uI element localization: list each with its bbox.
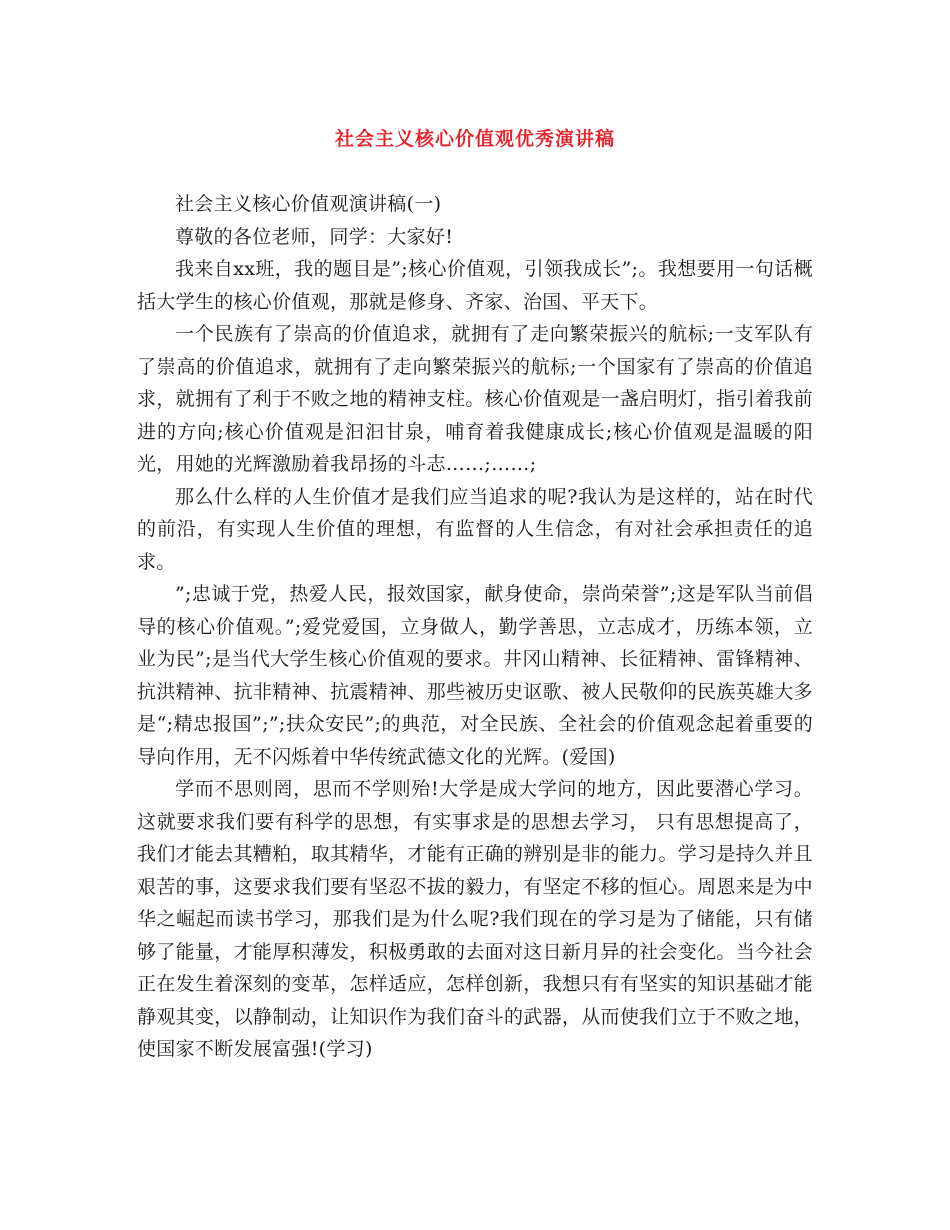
document-body: [137, 188, 813, 1066]
paragraph-subtitle: 社会主义核心价值观演讲稿(一): [175, 193, 442, 215]
paragraph: 学而不思则罔，思而不学则殆!大学是成大学问的地方，因此要潜心学习。这就要求我们要有科学的思想，有实事求是的思想去学习， 只有思想提高了，我们才能去其糟粕，取其精华，才能有正确的辨别是非的能力。学习是持久并且艰苦的事，这要求我们要有坚忍不拔的毅力，有坚定不移的恒心。周恩来是为中华之崛起而读书学习，那我们是为什么呢?我们现在的学习是为了储能，只有储够了能量，才能厚积薄发，积极勇敢的去面对这日新月异的社会变化。当今社会正在发生着深刻的变革，怎样适应，怎样创新，我想只有有坚实的知识基础才能静观其变，以静制动，让知识作为我们奋斗的武器，从而使我们立于不败之地，使国家不断发展富强!(学习): [137, 778, 813, 1060]
paragraph: 我来自xx班，我的题目是”;核心价值观，引领我成长”;。我想要用一句话概括大学生的核心价值观，那就是修身、齐家、治国、平天下。: [137, 258, 813, 313]
paragraph: ”;忠诚于党，热爱人民，报效国家，献身使命，崇尚荣誉”;这是军队当前倡导的核心价值观。”;爱党爱国，立身做人，勤学善思，立志成才，历练本领，立业为民”;是当代大学生核心价值观的要求。井冈山精神、长征精神、雷锋精神、抗洪精神、抗非精神、抗震精神、那些被历史讴歌、被人民敬仰的民族英雄大多是“;精忠报国”;”;扶众安民”;的典范，对全民族、全社会的价值观念起着重要的导向作用，无不闪烁着中华传统武德文化的光辉。(爱国): [137, 583, 813, 768]
paragraph: 一个民族有了崇高的价值追求，就拥有了走向繁荣振兴的航标;一支军队有了崇高的价值追求，就拥有了走向繁荣振兴的航标;一个国家有了崇高的价值追求，就拥有了利于不败之地的精神支柱。核心价值观是一盏启明灯，指引着我前进的方向;核心价值观是汩汩甘泉，哺育着我健康成长;核心价值观是温暖的阳光，用她的光辉激励着我昂扬的斗志……;……;: [137, 323, 813, 475]
paragraph: 那么什么样的人生价值才是我们应当追求的呢?我认为是这样的，站在时代的前沿，有实现人生价值的理想，有监督的人生信念，有对社会承担责任的追求。: [137, 485, 813, 573]
page-title: 社会主义核心价值观优秀演讲稿: [334, 128, 615, 150]
paragraph-greeting: 尊敬的各位老师，同学：大家好!: [175, 225, 454, 248]
